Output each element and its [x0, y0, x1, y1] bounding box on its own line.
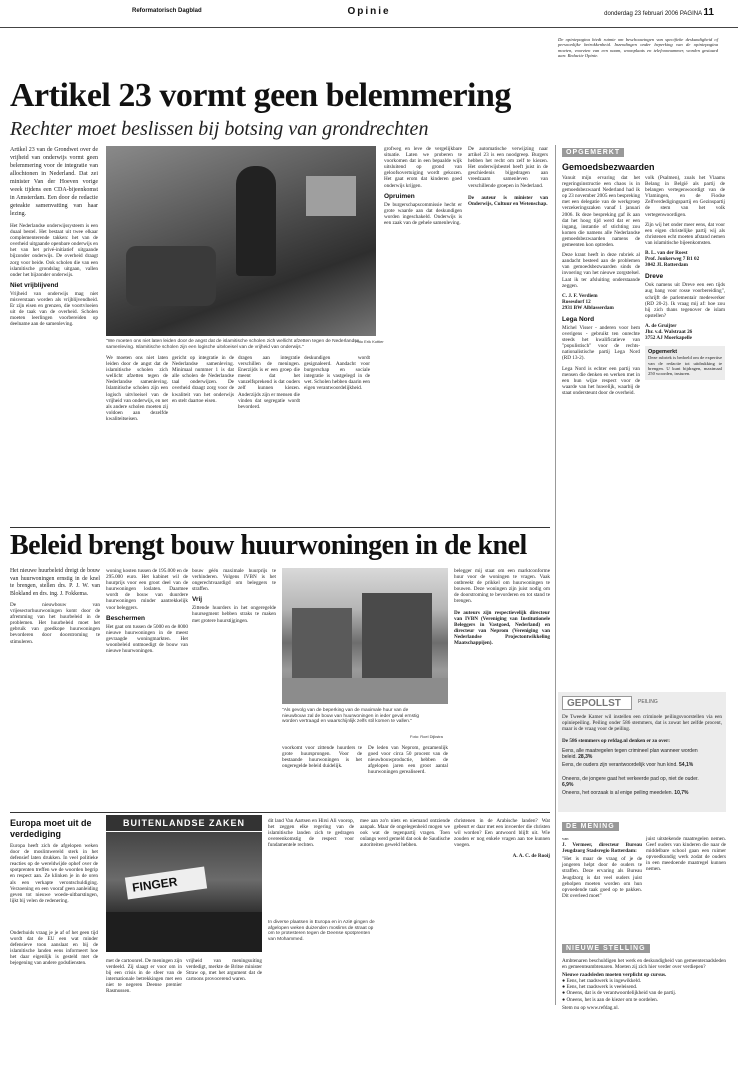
- article3-body: Europa heeft zich de afgelopen weken door de moslimwereld sterk in het defensief laten drukken. In veel politieke reacties op de wereldwijde ophef over de spotprenten treffen we de woorden begrip en respect aan. Ze klinken je in de oren als een verkapte verontschuldiging. Verzoening en een vooraf geen aanleiding geven tot nieuwe woede-uitbarstingen, lijkt bij velen de redenering.: [10, 843, 98, 904]
- stelling-option-3-label: Oneens, dat is de verantwoordelijkheid van de partij.: [566, 990, 677, 997]
- article1-photo-credit: Foto Erik Kottier: [355, 339, 384, 344]
- poll-result-1: [562, 748, 702, 760]
- protest-photo: [106, 832, 262, 952]
- article1-col-g-text: De automatische verwijzing naar artikel 23 is een noodgreep. Burgers hebben het recht om zelf te kiezen. Het onderwijsbestel heeft juist in de geschiedenis bijgedragen aan vreedzaam samenleven van verschillende groepen in Nederland.: [468, 146, 548, 189]
- article3-col3: vrijheid van meningsuiting verdedigt, merkte de Britse minister Straw op, met het argument dat de cartoons provocerend waren.: [186, 958, 262, 983]
- opinion-page-note: De opiniepagina biedt ruimte om beschouwingen van specifieke deskundigheid of persoonlijke betrokkenheid. Inzendingen onder beperking van de opiniepagina moeten, voorzien van een naam, woonplaats en telefoonnummer, worden gestuurd aan: Redactie Opinie.: [558, 37, 718, 59]
- address3-street: Jhr. v.d. Walstraat 26: [645, 328, 693, 335]
- poll-result-2: [562, 762, 702, 768]
- article1-col-e: deskundigen wordt gesignaleerd. Aandacht voor burgerschap en sociale integratie is vastgelegd in de wet. Scholen hebben daarin een eigen verantwoordelijkheid.: [304, 355, 370, 392]
- housing-photo: [282, 568, 448, 704]
- stelling-option-1[interactable]: ● Eens, het raadswerk is ingewikkeld.: [562, 978, 642, 985]
- opgemerkt-info-box: [645, 346, 725, 380]
- article2-intro: Het nieuwe huurbeleid dreigt de bouw van huurwoningen ernstig in de knel te brengen, stellen drs. P. J. W. van Blokland en drs. ing. J. Fokkema.: [10, 568, 100, 597]
- page-number: 11: [703, 7, 714, 18]
- article2-col3-text2: Zittende huurders in het ongeregelde huursegment hebben straks te maken met grotere huurstijgingen.: [192, 605, 276, 624]
- article1-col-b: We moeten ons niet laten leiden door de angst dat de islamitische scholen zich wellicht afzetten tegen de Nederlandse samenleving. Islamitische scholen zijn een logisch uitvloeisel van de vrijheid van onderwijs, en net als andere scholen moeten zij voldoen aan dezelfde kwaliteitseisen.: [106, 355, 168, 422]
- article2-body: De nieuwbouw van vrijesectorhuurwoningen komt door de afremming van het huurbeleid in de problemen. Het huurbeleid moet het gebruik van goedkope huurwoningen bevorderen door doorstroming te stimuleren.: [10, 602, 100, 645]
- stelling-option-1-label: Eens, het raadswerk is ingewikkeld.: [566, 978, 642, 985]
- article3-col6: [454, 818, 550, 860]
- opgemerkt-right-col2: Zijn wij het onder meer eens, dat voor een eigen christelijke partij wij als christenen echt moeten afstand nemen van islamitische bijeenkomsten.: [645, 221, 725, 246]
- article2-col2-subhead: Beschermen: [106, 614, 146, 622]
- address3-city: 3752 AJ Moerkapelle: [645, 335, 692, 342]
- mening-body: "Het is maar de vraag of je de jongeren helpt door de ouders te straffen. Deze ervaring als Bureau Jeugdzorg is dat veel ouders juist geholpen moeten worden om hun opvoedende taak goed op te pakken. Dit overleed moet": [562, 856, 642, 899]
- students-figure: [126, 246, 216, 306]
- poll-result-2-label: Eens, de ouders zijn verantwoordelijk voor hun kind.: [562, 762, 678, 768]
- stelling-tag: NIEUWE STELLING: [562, 944, 650, 953]
- peiling-box: [558, 692, 726, 812]
- stelling-question: Nieuwe raadsleden moeten verplicht op cursus.: [562, 972, 667, 979]
- mening-tag: DE MENING: [562, 822, 619, 831]
- article3-divider: [10, 812, 550, 813]
- page-label: PAGINA: [679, 11, 702, 17]
- date-and-page: [604, 7, 714, 18]
- article1-col-f-subhead: Opruimen: [384, 192, 415, 200]
- address3: [645, 323, 725, 341]
- stelling-body: Ambtenaren beschuldigen het werk en deskundigheid van gemeenteraadsleden en gemeenteambtenaren. Moeten zij zich hier verder over verdiepen?: [562, 958, 726, 971]
- mening-name: J. Vermeer, directeur Bureau Jeugdzorg Stadsregio Rotterdam:: [562, 842, 642, 855]
- article2-col2: [106, 568, 188, 654]
- article3-headline: Europa moet uit de verdediging: [10, 818, 92, 839]
- poll-result-2-value: 54,1%: [679, 762, 694, 768]
- address1: [562, 293, 640, 311]
- stelling-box: [562, 958, 726, 1011]
- article3-author: A. A. C. de Rooij: [512, 853, 550, 860]
- poll-result-4: [562, 790, 702, 796]
- article1-col-f-text: grofweg en leve de vergelijkbare situatie. Laten we proberen te voorkomen dat in een bepaalde wijk uitsluitend op grond van geloofsovertuiging wordt gekozen. Het gaat erom dat kinderen goed onderwijs krijgen.: [384, 146, 462, 189]
- opgemerkt-right-col: volk (Psalmen), zoals het Vlaams Belang in België als partij de belangen vertegenwoordigt van de Vlamingen, en de Fiodse Zelfverdedigingspartij en Gezinspartij de stem van het volk vertegenwoordigen.: [645, 175, 725, 218]
- gepollst-text: GEPOLLST: [567, 698, 621, 709]
- opgemerkt-headline: Gemoedsbezwaarden: [562, 162, 655, 172]
- dreve-body: Ook namens uit Dreve een een tijds aug bang voor rosse voorbereiding", schrijft de parlementair medewerker (RD 20-2). Ik vraag mij af: hoe zou hij zich thans tegenover de islam opstellen?: [645, 282, 725, 319]
- article1-photo-caption: "We moeten ons niet laten leiden door de angst dat de islamitische scholen zich wellicht afzetten tegen de Nederlandse samenleving. Islamitische scholen zijn een logische uitvloeisel van de vrijheid van onderwijs.": [106, 339, 360, 350]
- mening-col2: juist uitstekende maatregelen nemen. Geef ouders van kinderen die naar de middelbare school gaan een ruimer opvoedkundig werk zodat de ouders in een meedoende maatregel kunnen nemen.: [646, 836, 726, 873]
- article1-col-g: [468, 146, 548, 207]
- page-header: [0, 0, 738, 28]
- mening-subtag: van: [562, 836, 569, 841]
- address2: [645, 250, 725, 268]
- stelling-option-2[interactable]: ● Eens, het raadswerk is veeleisend.: [562, 984, 638, 991]
- stelling-option-2-label: Eens, het raadswerk is veeleisend.: [566, 984, 638, 991]
- article1-col-f: [384, 146, 462, 226]
- article2-col3-text: bouw géén maximale huurprijs te verhinderen. Volgens IVBN is het ongerechtvaardigd om beleggers te straffen.: [192, 568, 276, 593]
- sidebar-divider: [555, 145, 556, 1005]
- street: [282, 678, 448, 704]
- article2-col5: voorkomt voor zittende huurders te grote huursprongen. Voor de bestaande huurwoningen is het ongeregelde beleid duidelijk.: [282, 745, 362, 770]
- article1-intro: Artikel 23 van de Grondwet over de vrijheid van onderwijs vormt geen belemmering voor de integratie van allochtonen in Nederland. Dat zei minister Van der Hoeven vorige week tijdens een CDA-bijeenkomst in Amsterdam. Een door de redactie geteakte samenvatting van haar lezing.: [10, 147, 98, 217]
- article2-photo-caption: "Als gevolg van de beperking van de maximale huur van de nieuwbouw zal de bouw van huurwoningen in ieder geval ernstig worden vertraagd en waarschijnlijk zelfs stil komen te vallen.": [282, 708, 420, 725]
- teacher-figure: [236, 166, 276, 276]
- article2-authors: De auteurs zijn respectievelijk directeur van IVBN (Vereniging van Institutionele Beleggers in Vastgoed, Nederland) en directeur van Neprom (Vereniging van Nederlandse Projectontwikkeling Maatschappijen).: [454, 609, 550, 647]
- article1-subhead: Niet vrijblijvend: [10, 281, 59, 289]
- article2-col2-text2: Het gaat om tussen de 5000 en de 8000 nieuwe huurwoningen in de meest gevraagde woningmarkten. Het woonbeleid ontmoedigt de bouw van nieuwe huurwoningen.: [106, 623, 188, 655]
- stelling-option-3[interactable]: ● Oneens, dat is de verantwoordelijkheid van de partij.: [562, 990, 677, 997]
- section-title: Opinie: [347, 6, 391, 17]
- gepollst-logo: [562, 696, 632, 710]
- protest-sign-text: FINGER: [131, 874, 179, 895]
- article3-photo-caption: In diverse plaatsen in Europa en in Azië gingen de afgelopen weken duizenden moslims de straat op om te protesteren tegen de Deense spotprenten van Mohammed.: [268, 920, 375, 942]
- opgemerkt-info-body: Deze rubriek is bedoeld om de expertise van de redactie tot uitdrukking te brengen. U kunt bijdragen, maximaal 250 woorden, insturen.: [648, 355, 722, 377]
- peiling-tag: PEILING: [638, 699, 658, 705]
- article1-col-d: dragen aan integratie verschillen de meningen. Enerzijds is er een groep die meent dat het vanzelfsprekend is dat ouders zelf kunnen kiezen. Anderzijds zijn er mensen die vinden dat segregatie wordt bevorderd.: [238, 355, 300, 410]
- peiling-question: De 586 stemmers op refdag.nl denken er zo over:: [562, 738, 671, 744]
- crowd: [106, 912, 262, 952]
- article1-author-note: De auteur is minister van Onderwijs, Cultuur en Wetenschap.: [468, 194, 548, 207]
- opgemerkt-body2: Deze krant heeft in deze rubriek al aandacht besteed aan de problemen van gemoedsbezwaarden sinds de invoering van het nieuwe zorgstelsel. Laat ik ter afsluiting onderstaande zeggen.: [562, 252, 640, 289]
- protest-sign: [125, 867, 207, 900]
- poll-result-4-label: Oneens, het oorzaak is al enige peiling meedelen.: [562, 790, 673, 796]
- blackboard: [306, 176, 356, 216]
- article1-col-f-text2: De burgerschapscommissie hecht er grote waarde aan dat deskundigen worden ingeschakeld. Onderwijs is een zaak van de gehele samenleving.: [384, 201, 462, 226]
- opgemerkt-col2: [645, 175, 725, 380]
- address3-name: A. de Gruijter: [645, 322, 677, 329]
- building-right: [362, 593, 432, 678]
- article1-headline: Artikel 23 vormt geen belemmering: [10, 77, 511, 114]
- article3-col6-text: christenen in de Arabische landen? Wat gebeurt er daar met een invoerder die christen wil worden? Een antwoord blijft uit. Wie zouden er nog enkele vragen aan toe kunnen voegen.: [454, 818, 550, 849]
- opgemerkt-tag: OPGEMERKT: [562, 148, 624, 157]
- dreve-subhead: Dreve: [645, 273, 664, 281]
- poll-result-1-value: 28,3%: [578, 754, 593, 760]
- buitenlandse-zaken-label: BUITENLANDSE ZAKEN: [122, 818, 245, 828]
- article-divider: [10, 527, 550, 528]
- buitenlandse-zaken-banner: [106, 815, 262, 831]
- poll-result-4-value: 10,7%: [674, 790, 689, 796]
- date: donderdag 23 februari 2006: [604, 11, 679, 17]
- article2-col2-text: woning kosten tussen de 195.000 en de 295.000 euro. Het kabinet wil de huurprijs voor een groot deel van de huurwoningen loslaten. Daarmee wordt de bouw van duurdere huurwoningen minder aantrekkelijk voor beleggers.: [106, 568, 188, 611]
- opgemerkt-info-title: Opgemerkt: [648, 349, 678, 356]
- stelling-option-4[interactable]: ● Oneens, het is aan de kiezer om te oordelen.: [562, 996, 659, 1003]
- address2-city: 3042 JL Rotterdam: [645, 262, 688, 269]
- article1-col1: [10, 146, 98, 327]
- article3-col2: met de cartoonrel. De meningen zijn verdeeld. Zij slaagt er voor om in bij een crisis in de sfeer van de internationale betrekkingen met een niet te negeren Deense premier Rasmussen.: [106, 958, 182, 995]
- address1-street: Rosesdorf 12: [562, 298, 591, 305]
- article1-body: Het Nederlandse onderwijssysteem is een duaal bestel. Het bestaat uit twee elkaar complementerende takken: het van de overheid uitgaande openbare onderwijs en het van het privé-initiatief uitgaande bijzonder onderwijs. De overheid draagt zorg voor beide. Ook scholen die van een islamitische grondslag uitgaan, vallen onder het bijzonder onderwijs.: [10, 223, 98, 278]
- address1-city: 2931 BW Alblasserdam: [562, 304, 614, 311]
- article2-col1: [10, 568, 100, 645]
- article2-photo-credit: Foto: Roel Dijkstra: [410, 734, 443, 739]
- article1-body2: Vrijheid van onderwijs mag niet misverstaan worden als vrijblijvendheid. Er zijn eisen en grenzen, die voortvloeien uit de taak van de overheid. Scholen moeten leerlingen voorbereiden op deelname aan de samenleving.: [10, 290, 98, 328]
- stelling-footer[interactable]: Stem nu op www.refdag.nl.: [562, 1004, 620, 1011]
- lega-nord-subhead: Lega Nord: [562, 315, 595, 323]
- address1-name: C. J. F. Verdiem: [562, 292, 598, 299]
- stelling-option-4-label: Oneens, het is aan de kiezer om te oordelen.: [566, 996, 659, 1003]
- article2-col7: [454, 568, 550, 646]
- article2-col3: [192, 568, 276, 624]
- article3-body2: Onderhuids vraag je je af of het geen tijd wordt dat de EU een wat minder defensieve toon aanslaat en bij de islamitische landen eens informeert hoe het daar eigenlijk is gesteld met de bejegening van andere godsdiensten.: [10, 930, 98, 967]
- article2-col3-subhead: Vrij: [192, 596, 203, 604]
- address2-street: Prof. Jonkerweg 7 B1 02: [645, 256, 700, 263]
- peiling-intro: De Tweede Kamer wil instellen een criminele peilingsvoorstellen via een opiniepeiling. Peiling onder 586 stemmers, dat is zowat het zelfde procent, maar is de vraag voor de peiling.: [562, 714, 722, 733]
- building-left: [292, 608, 352, 678]
- poll-result-3-value: 6,9%: [562, 782, 574, 788]
- article3-col4: dit land Van Aartsen en Hirsi Ali voorop, het zeggen elke regering van de islamitische landen zich te gedragen overeenkomstig de respect voor fundamentele rechten.: [268, 818, 354, 849]
- lega-nord-body: Michel Visser - anderen voor hem overigens - gebruikt ten onrechte steeds het kwalificatieve van "populistisch" voor de rechts-nationalistische partij Lega Nord (RD 13-2).: [562, 324, 640, 362]
- paper-name: Reformatorisch Dagblad: [132, 8, 202, 14]
- mening-col1: [562, 836, 642, 899]
- article3-col5: mee aan zo'n niets en niemand ontziende aanpak. Maar de ongelegenheid mogen we ook wat de tegenpartij vragen. Toen onlangs werd gemeld dat ook de Saudische autoriteiten geweld hebben.: [360, 818, 450, 849]
- poll-result-3-label: Oneens, de jongere gaat het verkeerde pad op, niet de ouder.: [562, 776, 699, 782]
- opgemerkt-body: Vanuit mijn ervaring dat het regeringsinstructie een chaos is in gemoedsbezwaard Nederland had ik op 23 november 2005 een bespreking met een delegatie van de werkgroep verzekeringszaken vanaf 1 januari 2006. Ik deze bespreking gaf ik aan dat het hoog tijd werd dat er een ingang, instantie of stichting zou komen die namens alle Nederlandse gemoedsbezwaarden namens de gemeenten kon optreden.: [562, 175, 640, 249]
- opgemerkt-col1: [562, 175, 640, 396]
- lega-nord-body2: Lega Nord is echter een partij van mensen die denken en werken met in een hun wijze respect voor de waarde van het huwelijk, waarbij de staat ondersteunt door de overheid.: [562, 365, 640, 396]
- article2-headline: Beleid brengt bouw huurwoningen in de knel: [10, 530, 527, 561]
- article1-col-c: gericht op integratie in de Nederlandse samenleving. Minimaal nummer 1 is dat alle scholen de Nederlandse taal onderwijzen. De overheid draagt zorg voor de kwaliteit van het onderwijs en stelt daartoe eisen.: [172, 355, 234, 404]
- article2-col6: De leden van Neprom, gezamenlijk goed voor circa 50 procent van de nieuwbouwproductie, hebben de afgelopen jaren een groot aantal huurwoningen gerealiseerd.: [368, 745, 448, 776]
- poll-result-1-label: Eens, alle maatregelen tegen crimineel plan wanneer worden beleid.: [562, 748, 698, 760]
- article2-col7-text: belegger mij staat om een marktconforme huur voor de woningen te vragen. Vaak ontbreekt de prikkel om huurwoningen te bouwen. Deze woningen zijn juist nodig om de doorstroming te bevorderen en tot stand te brengen.: [454, 568, 550, 605]
- poll-result-3: [562, 776, 702, 788]
- article1-subheadline: Rechter moet beslissen bij botsing van grondrechten: [10, 118, 429, 140]
- address2-name: B. L. van der Roest: [645, 250, 688, 257]
- classroom-photo: [106, 146, 376, 336]
